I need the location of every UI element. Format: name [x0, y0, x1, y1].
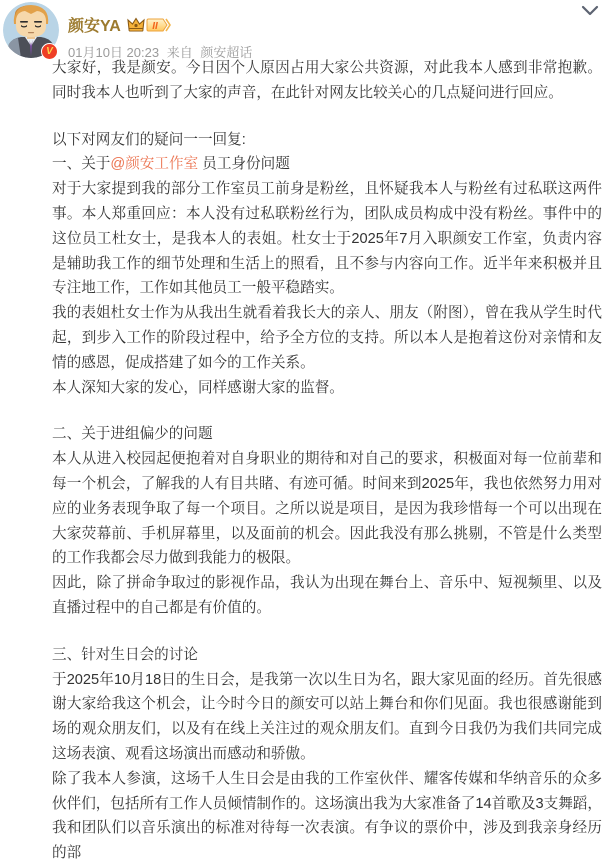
header-info [68, 2, 256, 61]
post-paragraph: 本人从进入校园起便抱着对自身职业的期待和对自己的要求，积极面对每一位前辈和每一个机会，了解我的人有目共睹、有迹可循。时间来到2025年，我也依然努力用对应的业务表现争取了每一个项目。之所以说是项目，是因为我珍惜每一个可以出现在大家荧幕前、手机屏幕里，以及面前的机会。因此我没有那么挑剔，不管是什么类型的工作我都会尽力做到我能力的极限。 [52, 451, 602, 567]
chevron-down-icon[interactable] [580, 3, 600, 19]
post-timestamp: 01月10日 20:23 [68, 45, 160, 60]
verified-v-badge: V [41, 43, 58, 60]
post-paragraph: 于2025年10月18日的生日会，是我第一次以生日为名，跟大家见面的经历。首先很感谢大家给我这个机会，让今时今日的颜安可以站上舞台和你们见面。我也很感谢能到场的观众朋友们，以及有在线上关注过的观众朋友们。直到今日我仍为我们共同完成这场表演、观看这场演出而感动和骄傲。 [52, 671, 602, 762]
vip-level-text: II [151, 20, 158, 32]
post-paragraph: 以下对网友们的疑问一一回复: [52, 131, 246, 148]
post-paragraph: 一、关于@颜安工作室 员工身份问题 [52, 156, 290, 173]
post-header [3, 2, 256, 61]
paragraph-spacer [52, 106, 602, 128]
paragraph-spacer [52, 400, 602, 422]
post-paragraph: 本人深知大家的发心，同样感谢大家的监督。 [52, 379, 344, 396]
post-paragraph: 大家好，我是颜安。今日因个人原因占用大家公共资源，对此我本人感到非常抱歉。同时我本人也听到了大家的声音，在此针对网友比较关心的几点疑问进行回应。 [52, 60, 602, 101]
user-avatar[interactable] [3, 2, 59, 58]
source-prefix: 来自 [166, 45, 193, 60]
post-paragraph: 除了我本人参演，这场千人生日会是由我的工作室伙伴、耀客传媒和华纳音乐的众多伙伴们，包括所有工作人员倾情制作的。这场演出我为大家准备了14首歌及3支舞蹈，我和团队们以音乐演出的标准对待每一次表演。有争议的票价中，涉及到我亲身经历的部 [52, 770, 602, 862]
post-paragraph: 因此，除了拼命争取过的影视作品，我认为出现在舞台上、音乐中、短视频里、以及直播过程中的自己都是有价值的。 [52, 575, 602, 616]
post-paragraph: 三、针对生日会的讨论 [52, 646, 198, 663]
paragraph-spacer [52, 621, 602, 643]
crown-vip-badge[interactable] [127, 16, 173, 34]
source-link[interactable]: 颜安超话 [200, 45, 253, 60]
post-paragraph: 对于大家提到我的部分工作室员工前身是粉丝，且怀疑我本人与粉丝有过私联这两件事。本人郑重回应：本人没有过私联粉丝行为，团队成员构成中没有粉丝。事件中的这位员工杜女士，是我本人的表姐。杜女士于2025年7月入职颜安工作室，负责内容是辅助我工作的细节处理和生活上的照看，且不参与内容向工作。近半年来积极并且专注地工作，工作如其他员工一般平稳踏实。 [52, 181, 602, 297]
post-paragraph: 我的表姐杜女士作为从我出生就看着我长大的亲人、朋友（附图），曾在我从学生时代起，到步入工作的阶段过程中，给予全方位的支持。所以本人是抱着这份对亲情和友情的感恩，促成搭建了如今的工作关系。 [52, 305, 602, 371]
mention-link[interactable]: @颜安工作室 [110, 156, 199, 173]
post-body [52, 56, 602, 866]
username[interactable]: 颜安YA [68, 18, 121, 35]
post-paragraph: 二、关于进组偏少的问题 [52, 426, 213, 443]
